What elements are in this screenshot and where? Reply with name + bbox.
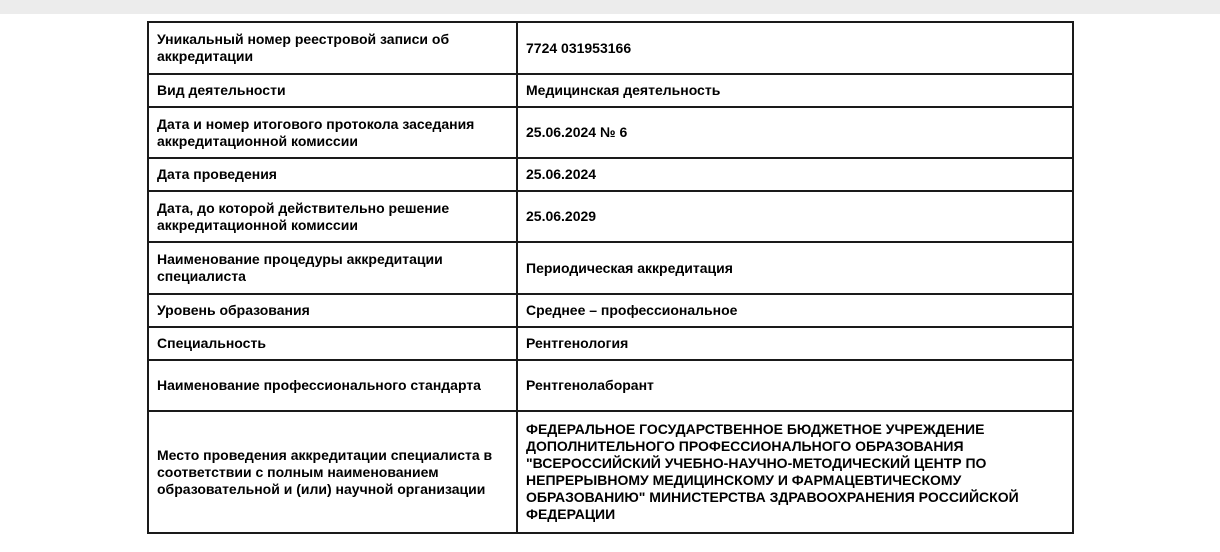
table-row [148, 294, 1073, 327]
accreditation-record-table [147, 21, 1074, 534]
table-row [148, 411, 1073, 533]
row-value: Среднее – профессиональное [517, 294, 1073, 327]
table-row [148, 191, 1073, 242]
row-label: Место проведения аккредитации специалиста в соответствии с полным наименованием образовательной и (или) научной организации [148, 411, 517, 533]
table-row [148, 107, 1073, 158]
table-row [148, 74, 1073, 107]
row-value: 25.06.2024 № 6 [517, 107, 1073, 158]
row-label: Дата проведения [148, 158, 517, 191]
row-label: Наименование процедуры аккредитации специалиста [148, 242, 517, 294]
row-value: 25.06.2029 [517, 191, 1073, 242]
table-row [148, 360, 1073, 411]
row-label: Вид деятельности [148, 74, 517, 107]
row-value: Рентгенология [517, 327, 1073, 360]
row-label: Специальность [148, 327, 517, 360]
top-strip [0, 0, 1220, 14]
table-row [148, 242, 1073, 294]
row-label: Уровень образования [148, 294, 517, 327]
row-label: Наименование профессионального стандарта [148, 360, 517, 411]
row-value: ФЕДЕРАЛЬНОЕ ГОСУДАРСТВЕННОЕ БЮДЖЕТНОЕ УЧРЕЖДЕНИЕ ДОПОЛНИТЕЛЬНОГО ПРОФЕССИОНАЛЬНОГО ОБРАЗОВАНИЯ "ВСЕРОССИЙСКИЙ УЧЕБНО-НАУЧНО-МЕТОДИЧЕСКИЙ ЦЕНТР ПО НЕПРЕРЫВНОМУ МЕДИЦИНСКОМУ И ФАРМАЦЕВТИЧЕСКОМУ ОБРАЗОВАНИЮ" МИНИСТЕРСТВА ЗДРАВООХРАНЕНИЯ РОССИЙСКОЙ ФЕДЕРАЦИИ [517, 411, 1073, 533]
table-row [148, 22, 1073, 74]
row-value: Периодическая аккредитация [517, 242, 1073, 294]
table-row [148, 158, 1073, 191]
row-label: Дата и номер итогового протокола заседания аккредитационной комиссии [148, 107, 517, 158]
row-value: Рентгенолаборант [517, 360, 1073, 411]
row-value: 25.06.2024 [517, 158, 1073, 191]
row-value: Медицинская деятельность [517, 74, 1073, 107]
row-label: Уникальный номер реестровой записи об аккредитации [148, 22, 517, 74]
row-label: Дата, до которой действительно решение аккредитационной комиссии [148, 191, 517, 242]
table-row [148, 327, 1073, 360]
row-value: 7724 031953166 [517, 22, 1073, 74]
